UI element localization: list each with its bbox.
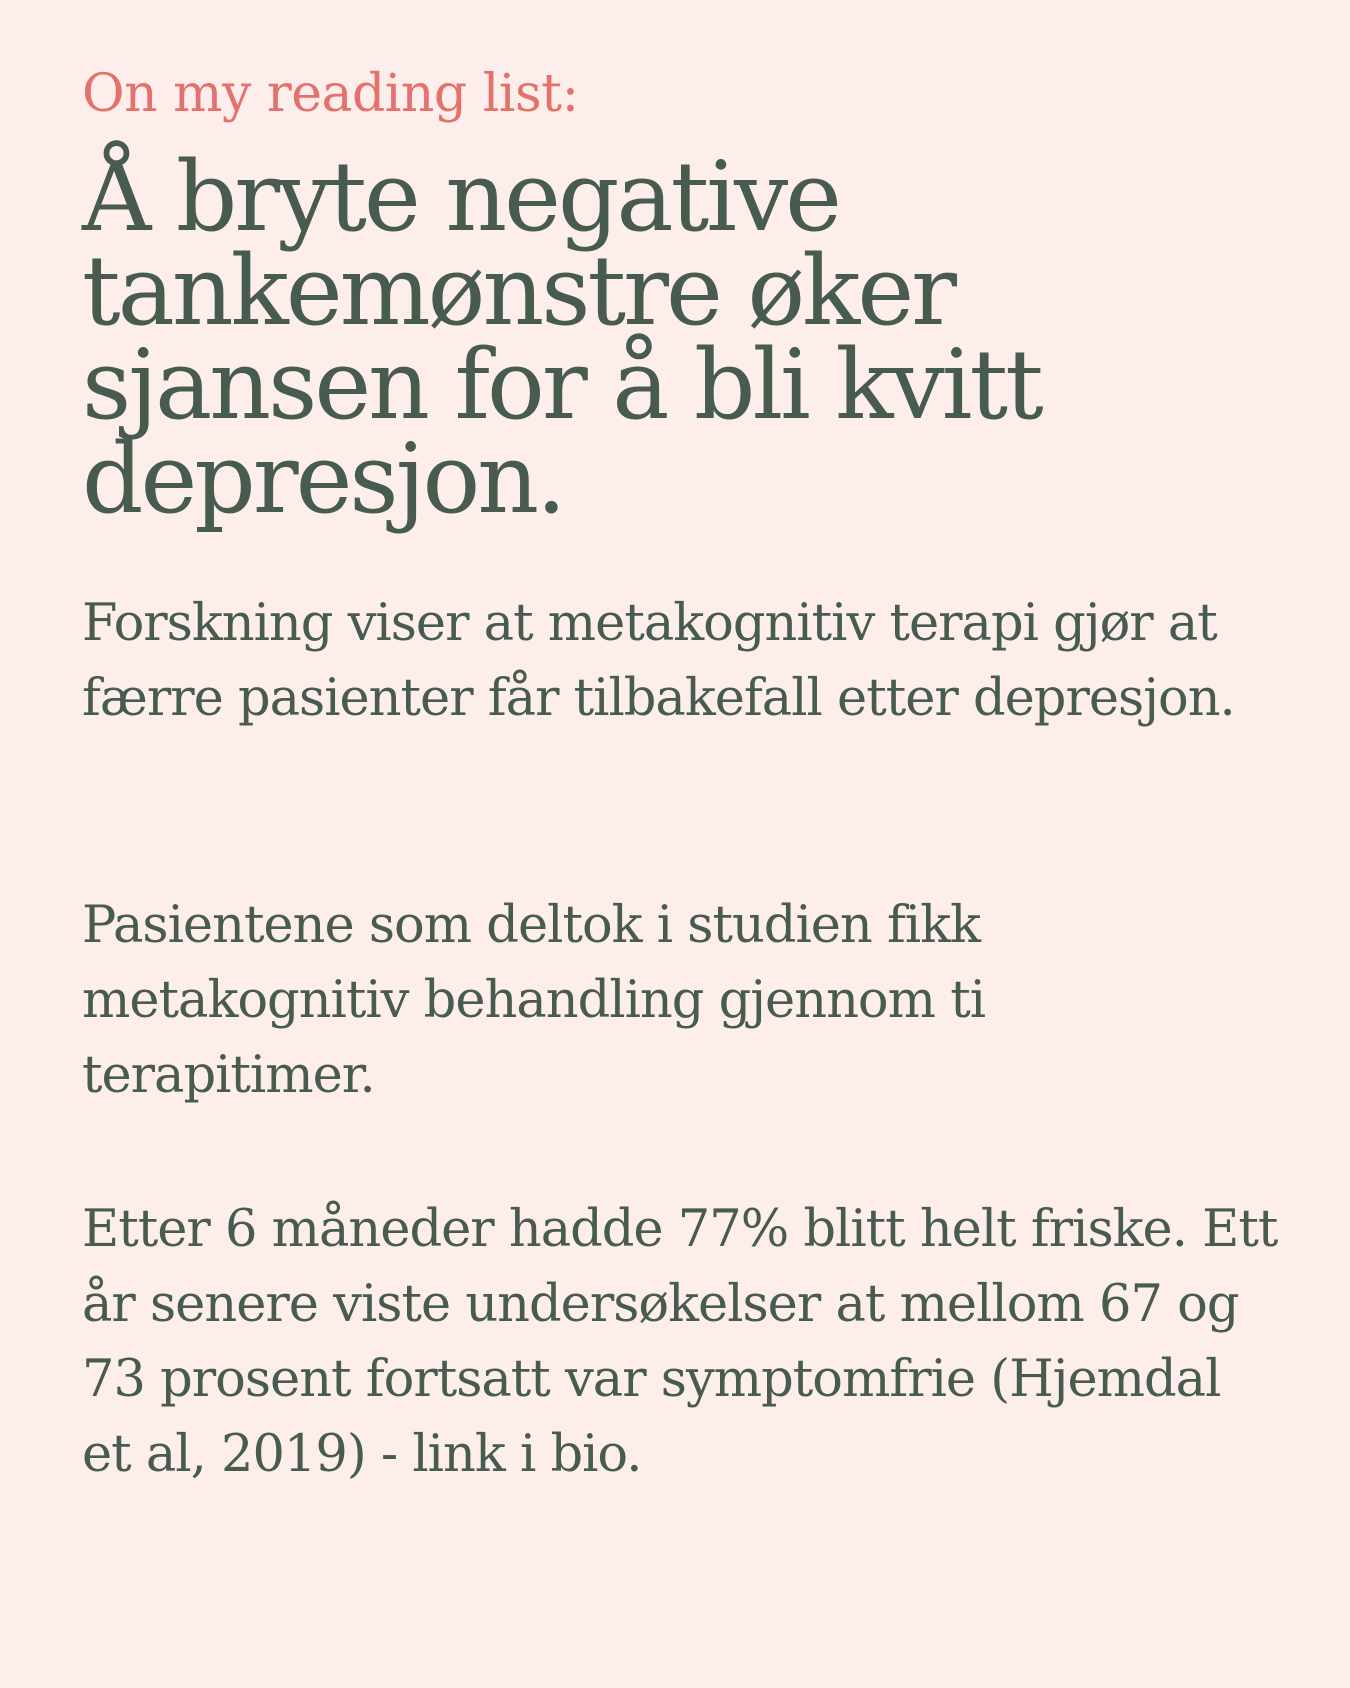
paragraph-3: Etter 6 måneder hadde 77% blitt helt friske. Ett år senere viste undersøkelser at mellom 67 og 73 prosent fortsatt var symptomfrie (Hjemdal et al, 2019) - link i bio. [82, 1200, 1278, 1484]
eyebrow-label: On my reading list: [82, 64, 579, 124]
headline: Å bryte negative tankemønstre øker sjansen for å bli kvitt depresjon. [82, 141, 1041, 535]
paragraph-1: Forskning viser at metakognitiv terapi gjør at færre pasienter får tilbakefall etter depresjon. [82, 594, 1235, 728]
paragraph-2: Pasientene som deltok i studien fikk metakognitiv behandling gjennom ti terapitimer. [82, 896, 986, 1105]
